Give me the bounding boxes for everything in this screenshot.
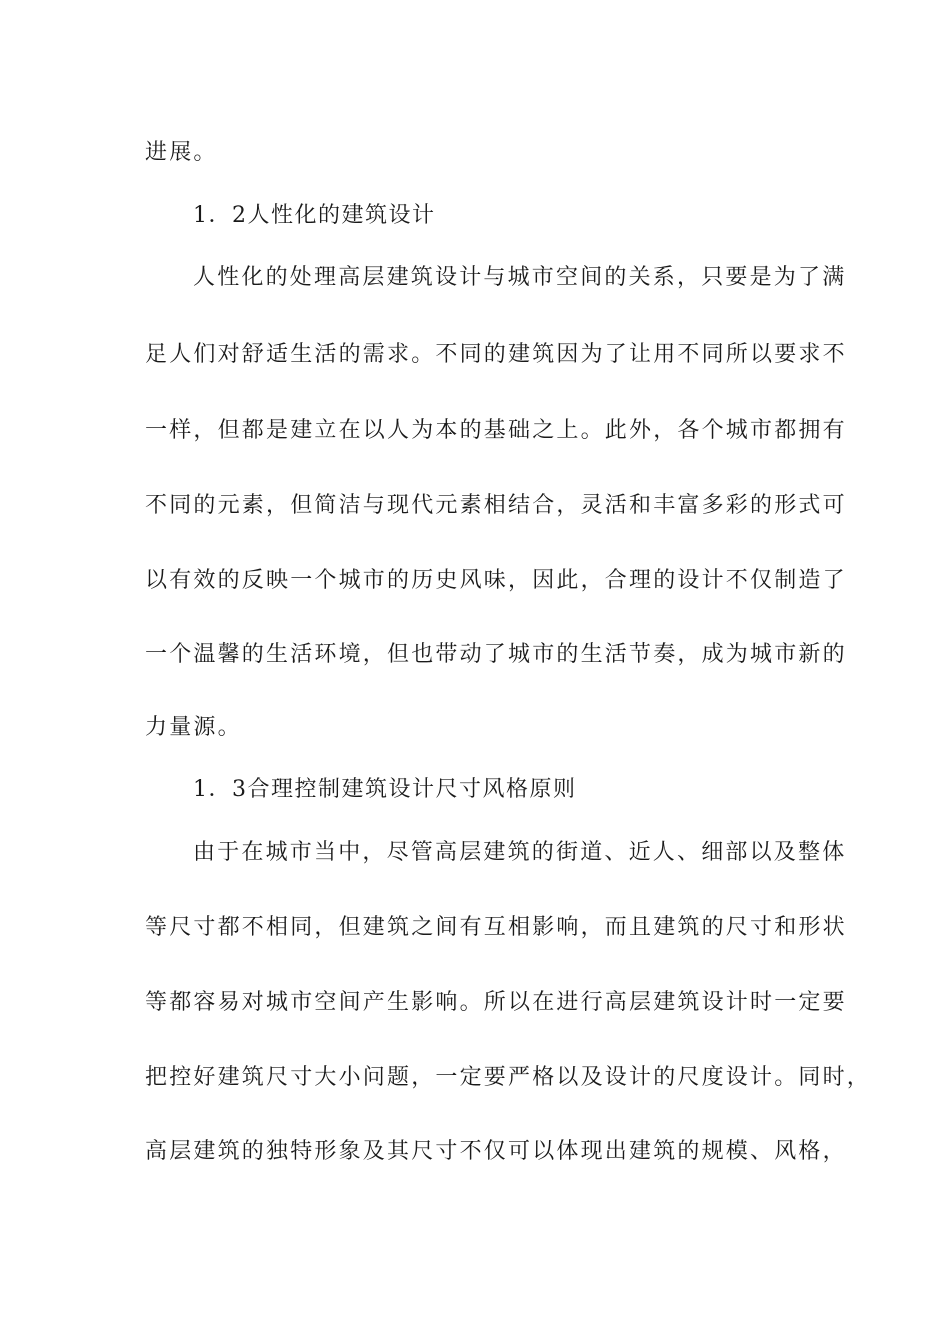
paragraph-line: 力量源。 xyxy=(145,715,242,740)
paragraph-line: 不同的元素，但简洁与现代元素相结合，灵活和丰富多彩的形式可 xyxy=(145,493,847,518)
paragraph-line: 以有效的反映一个城市的历史风味，因此，合理的设计不仅制造了 xyxy=(145,568,847,593)
paragraph-line: 一样，但都是建立在以人为本的基础之上。此外，各个城市都拥有 xyxy=(145,418,847,443)
paragraph-line: 高层建筑的独特形象及其尺寸不仅可以体现出建筑的规模、风格， xyxy=(145,1139,847,1164)
section-heading-1-2: 1．2人性化的建筑设计 xyxy=(193,203,436,228)
paragraph-line: 人性化的处理高层建筑设计与城市空间的关系，只要是为了满 xyxy=(193,265,847,290)
paragraph-line: 由于在城市当中，尽管高层建筑的街道、近人、细部以及整体 xyxy=(193,840,847,865)
paragraph-line: 足人们对舒适生活的需求。不同的建筑因为了让用不同所以要求不 xyxy=(145,342,847,367)
section-heading-1-3: 1．3合理控制建筑设计尺寸风格原则 xyxy=(193,777,577,802)
paragraph-line: 等都容易对城市空间产生影响。所以在进行高层建筑设计时一定要 xyxy=(145,990,847,1015)
paragraph-end-line: 进展。 xyxy=(145,140,218,165)
paragraph-line: 把控好建筑尺寸大小问题，一定要严格以及设计的尺度设计。同时， xyxy=(145,1065,872,1090)
paragraph-line: 一个温馨的生活环境，但也带动了城市的生活节奏，成为城市新的 xyxy=(145,642,847,667)
paragraph-line: 等尺寸都不相同，但建筑之间有互相影响，而且建筑的尺寸和形状 xyxy=(145,915,847,940)
